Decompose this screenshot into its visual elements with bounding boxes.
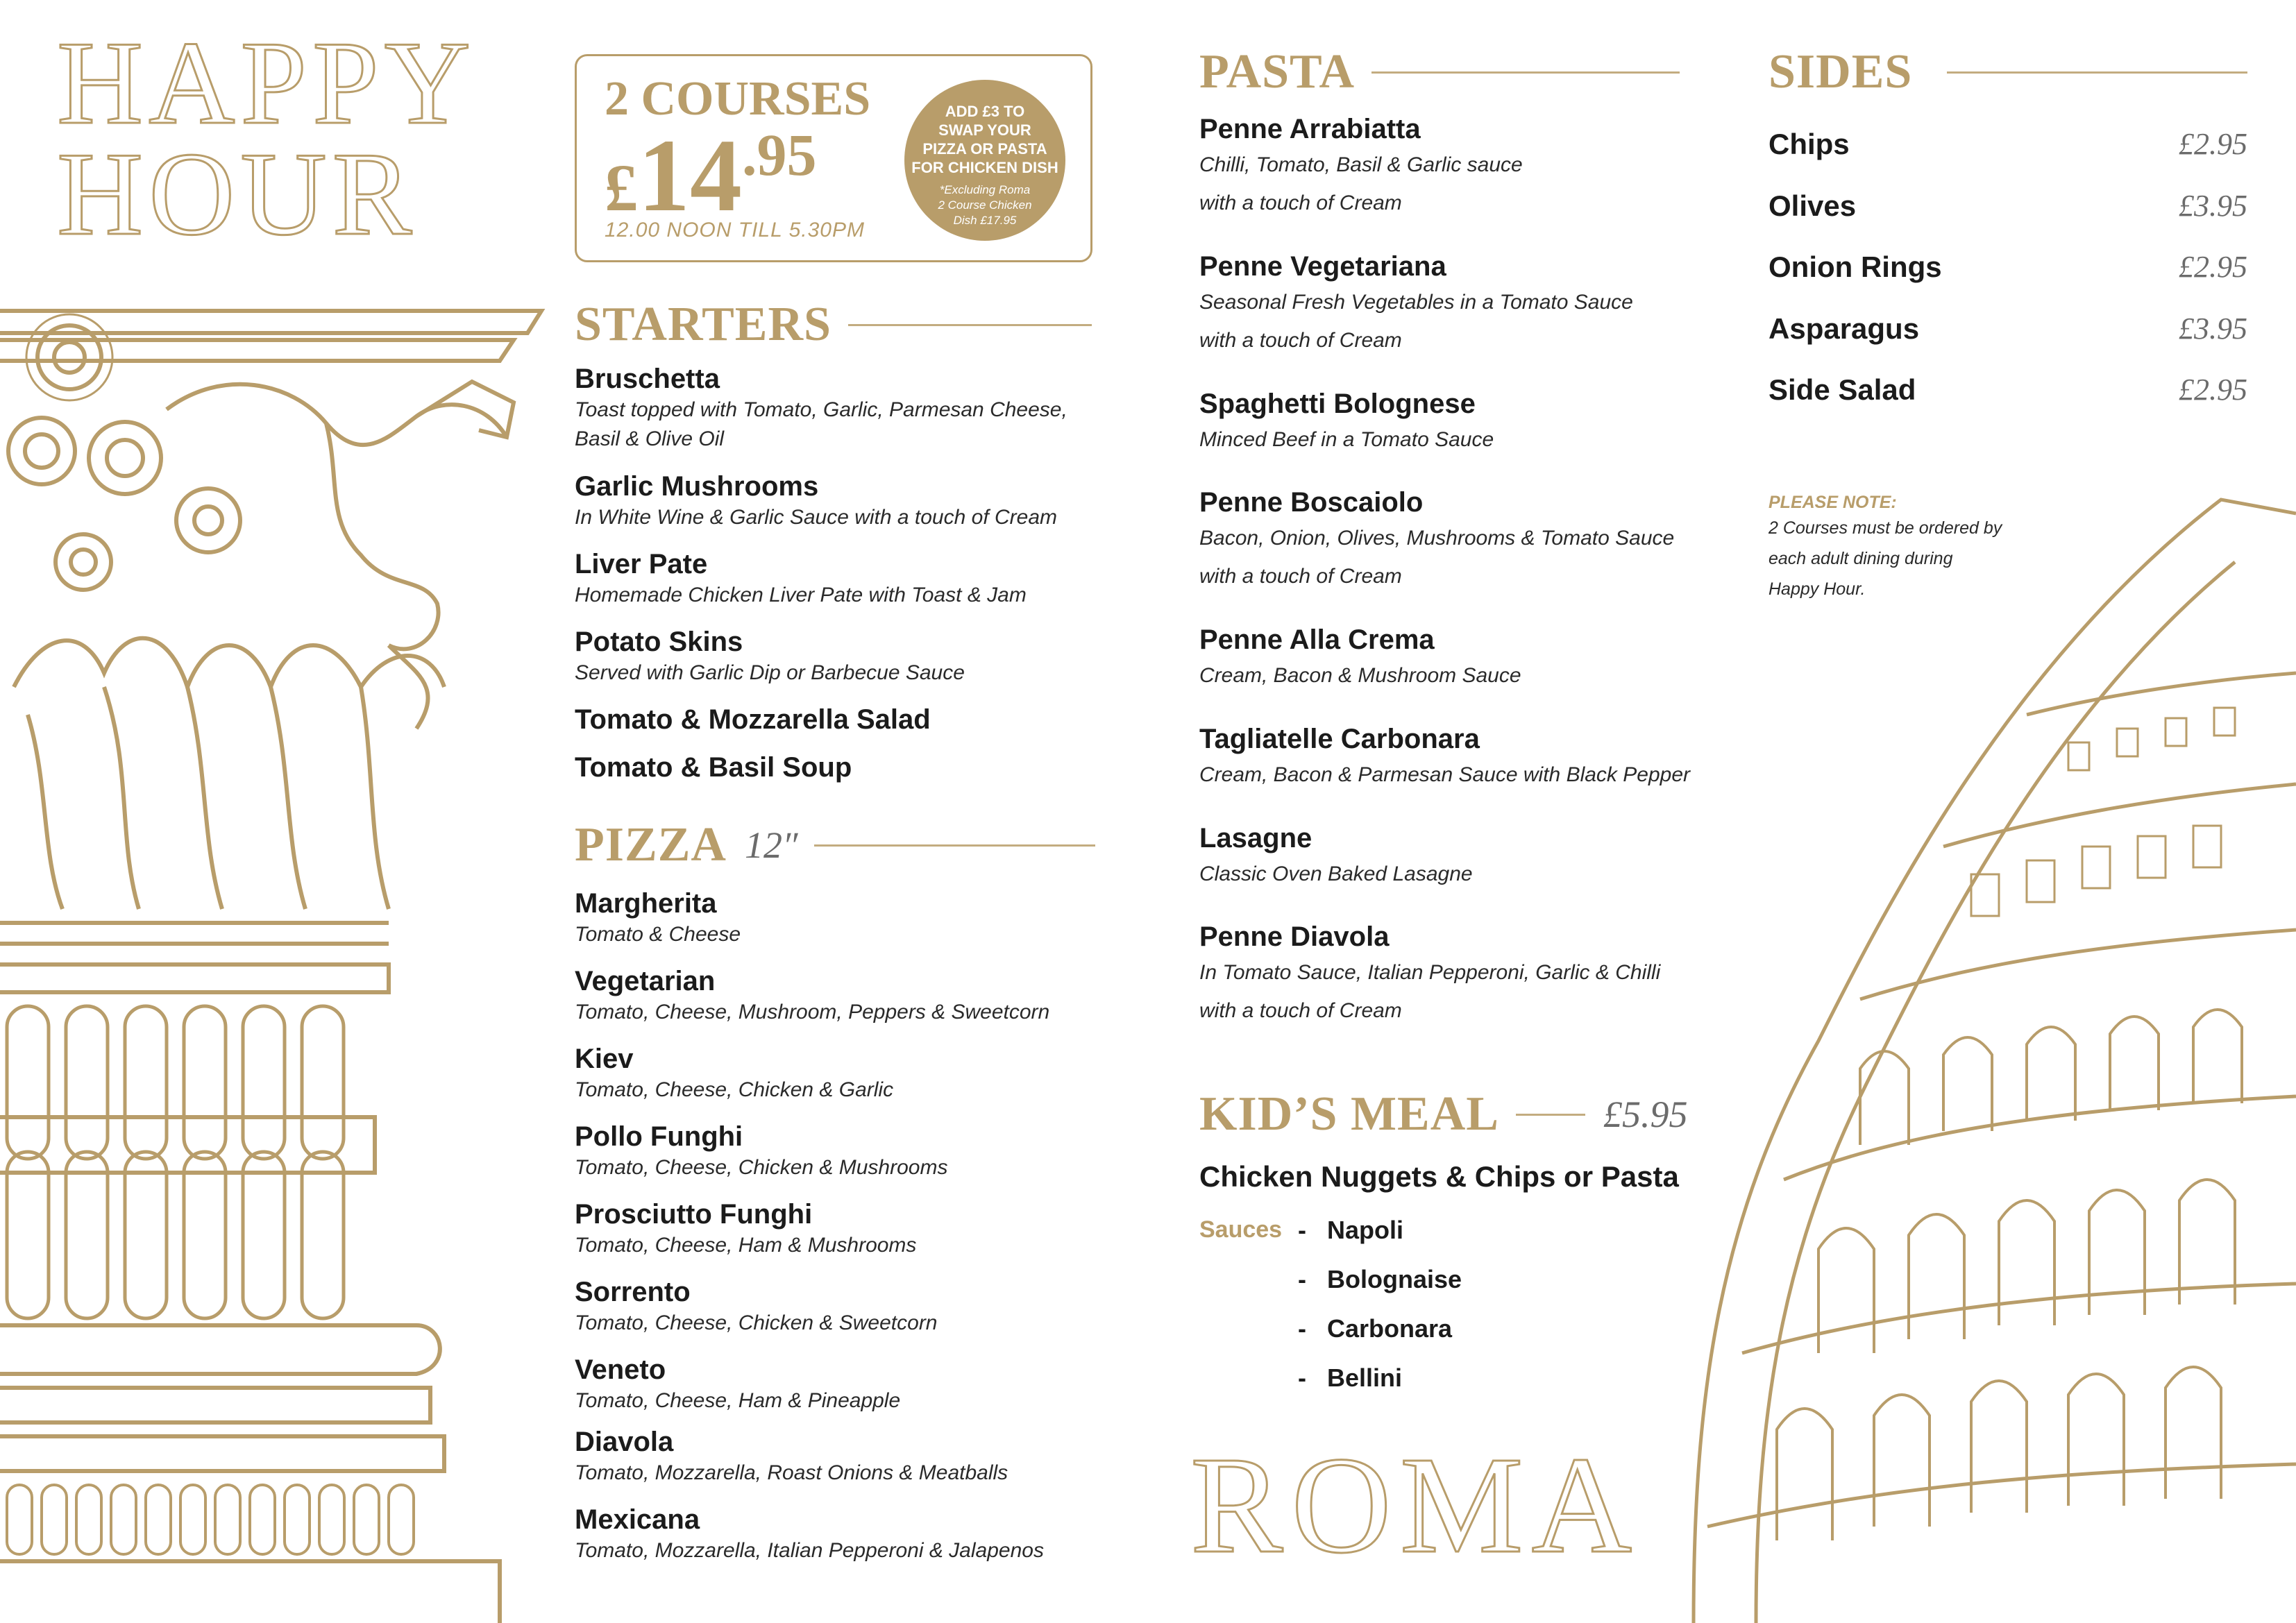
item-desc: Bacon, Onion, Olives, Mushrooms & Tomato Sauce (1199, 527, 1675, 550)
menu-item (575, 1120, 947, 1182)
deal-time: 12.00 NOON TILL 5.30PM (605, 219, 865, 241)
menu-item (575, 965, 1049, 1027)
side-price: £3.95 (2179, 312, 2247, 346)
item-desc: Tomato, Cheese, Mushroom, Peppers & Sweetcorn (575, 1001, 1050, 1023)
item-name: Penne Vegetariana (1199, 251, 1446, 282)
item-name: Tagliatelle Carbonara (1199, 724, 1480, 754)
item-name: Sorrento (575, 1277, 691, 1307)
item-desc: In White Wine & Garlic Sauce with a touch of Cream (575, 506, 1058, 529)
menu-item (1199, 920, 1660, 1030)
side-item (1769, 372, 2247, 407)
starters-header (575, 297, 1092, 352)
item-name: Tomato & Mozzarella Salad (575, 704, 931, 735)
kids-price: £5.95 (1603, 1094, 1688, 1135)
item-name: Diavola (575, 1427, 674, 1457)
item-name: Tomato & Basil Soup (575, 752, 852, 783)
deal-price (605, 116, 817, 235)
item-desc: Chilli, Tomato, Basil & Garlic sauce (1199, 153, 1523, 176)
side-item (1769, 188, 2247, 223)
happy-hour-deal-box (575, 54, 1092, 262)
menu-item (575, 1353, 900, 1416)
sauces-label: Sauces (1199, 1216, 1283, 1243)
colosseum-illustration (1680, 486, 2296, 1623)
menu-item (1199, 623, 1521, 695)
item-desc: Tomato, Cheese, Chicken & Garlic (575, 1078, 894, 1101)
sauce-name: Carbonara (1327, 1314, 1453, 1343)
item-desc: Tomato, Cheese, Ham & Pineapple (575, 1389, 901, 1412)
item-name: Liver Pate (575, 549, 708, 579)
item-name: Kiev (575, 1044, 634, 1074)
side-name: Chips (1769, 128, 1850, 160)
kids-header (1199, 1087, 1688, 1142)
item-name: Mexicana (575, 1504, 700, 1535)
deal-price-pence: .95 (742, 121, 817, 188)
sides-heading: SIDES (1769, 45, 1913, 99)
item-name: Penne Arrabiatta (1199, 114, 1421, 144)
roma-logo-text: ROMA (1190, 1429, 1641, 1582)
note-title: PLEASE NOTE: (1769, 493, 1897, 512)
item-name: Garlic Mushrooms (575, 471, 819, 502)
item-name: Veneto (575, 1354, 666, 1385)
side-item (1769, 126, 2247, 162)
starters-heading: STARTERS (575, 298, 832, 351)
side-price: £2.95 (2179, 373, 2247, 407)
sauce-name: Napoli (1327, 1216, 1404, 1244)
sauce-name: Bolognaise (1327, 1265, 1462, 1293)
divider-line (1516, 1114, 1585, 1116)
swap-note-line: Dish £17.95 (953, 214, 1017, 227)
title-line-2: HOUR (57, 128, 418, 260)
item-desc: with a touch of Cream (1199, 999, 1402, 1022)
menu-item (575, 751, 852, 784)
deal-price-main: 14 (638, 118, 742, 233)
happy-hour-title (57, 17, 476, 260)
item-desc: Tomato, Cheese, Chicken & Sweetcorn (575, 1311, 938, 1334)
menu-item (575, 625, 965, 688)
item-desc: In Tomato Sauce, Italian Pepperoni, Garlic & Chilli (1199, 961, 1661, 984)
menu-item (1199, 387, 1494, 459)
pasta-header (1199, 44, 1680, 100)
pasta-heading: PASTA (1199, 45, 1356, 99)
note-line: each adult dining during (1769, 549, 1953, 568)
menu-item (575, 547, 1027, 610)
divider-line (814, 844, 1095, 847)
sauce-item: - Carbonara (1298, 1314, 1453, 1343)
item-name: Vegetarian (575, 966, 716, 996)
item-name: Bruschetta (575, 364, 720, 394)
swap-badge (904, 80, 1065, 241)
item-name: Lasagne (1199, 823, 1312, 853)
menu-item (1199, 722, 1690, 794)
side-name: Olives (1769, 189, 1857, 222)
menu-item (575, 1425, 1008, 1488)
menu-item (1199, 112, 1523, 222)
side-name: Asparagus (1769, 312, 1920, 345)
item-name: Penne Alla Crema (1199, 624, 1435, 655)
note-line: 2 Courses must be ordered by (1769, 518, 2002, 538)
item-desc: with a touch of Cream (1199, 565, 1402, 588)
pizza-size: 12″ (744, 824, 798, 866)
side-name: Onion Rings (1769, 250, 1942, 283)
item-name: Pollo Funghi (575, 1121, 743, 1152)
item-name: Penne Diavola (1199, 921, 1390, 952)
kids-item: Chicken Nuggets & Chips or Pasta (1199, 1160, 1679, 1193)
item-desc: Cream, Bacon & Mushroom Sauce (1199, 664, 1521, 687)
please-note (1769, 493, 2018, 604)
divider-line (1371, 71, 1680, 74)
side-price: £2.95 (2179, 127, 2247, 161)
pizza-header (575, 817, 1095, 873)
sauce-item: - Napoli (1298, 1216, 1404, 1244)
item-desc: Served with Garlic Dip or Barbecue Sauce (575, 661, 965, 684)
menu-item (1199, 486, 1674, 595)
swap-note-line: *Excluding Roma (939, 183, 1031, 196)
item-desc: with a touch of Cream (1199, 192, 1402, 214)
pizza-heading: PIZZA (575, 818, 727, 872)
menu-item (575, 1042, 893, 1105)
title-line-1: HAPPY (57, 17, 476, 149)
item-desc: Classic Oven Baked Lasagne (1199, 863, 1473, 885)
swap-line: SWAP YOUR (938, 121, 1031, 139)
divider-line (848, 324, 1092, 326)
swap-note (904, 182, 1065, 228)
menu-item (575, 1503, 1044, 1565)
menu-item (575, 1275, 938, 1338)
item-desc: with a touch of Cream (1199, 329, 1402, 352)
item-name: Spaghetti Bolognese (1199, 389, 1476, 419)
sauce-name: Bellini (1327, 1363, 1403, 1392)
item-desc: Tomato, Mozzarella, Italian Pepperoni & Jalapenos (575, 1539, 1044, 1562)
sauce-item: - Bolognaise (1298, 1265, 1462, 1293)
item-name: Prosciutto Funghi (575, 1199, 813, 1230)
item-name: Margherita (575, 888, 717, 919)
item-desc: Toast topped with Tomato, Garlic, Parmesan Cheese, Basil & Olive Oil (575, 398, 1067, 450)
note-line: Happy Hour. (1769, 579, 1866, 599)
swap-line: PIZZA OR PASTA (922, 140, 1047, 158)
item-desc: Tomato, Cheese, Chicken & Mushrooms (575, 1156, 948, 1179)
item-desc: Tomato, Mozzarella, Roast Onions & Meatballs (575, 1461, 1008, 1484)
swap-line: ADD £3 TO (945, 103, 1025, 120)
kids-heading: KID’S MEAL (1199, 1087, 1499, 1141)
side-item (1769, 249, 2247, 284)
menu-item (1199, 250, 1633, 359)
item-name: Potato Skins (575, 627, 743, 657)
menu-item (575, 887, 741, 949)
item-desc: Cream, Bacon & Parmesan Sauce with Black Pepper (1199, 763, 1691, 786)
side-price: £2.95 (2179, 250, 2247, 284)
side-price: £3.95 (2179, 189, 2247, 223)
menu-item (575, 703, 931, 736)
menu-item (575, 1198, 916, 1260)
item-desc: Minced Beef in a Tomato Sauce (1199, 428, 1494, 451)
swap-line: FOR CHICKEN DISH (911, 159, 1058, 176)
deal-currency: £ (605, 151, 638, 225)
side-name: Side Salad (1769, 373, 1916, 406)
sides-header (1769, 44, 2247, 100)
side-item (1769, 311, 2247, 346)
item-desc: Tomato, Cheese, Ham & Mushrooms (575, 1234, 917, 1257)
deal-courses: 2 COURSES (605, 72, 871, 126)
menu-item (575, 362, 1102, 454)
corinthian-column-illustration (0, 298, 555, 1623)
menu-item (575, 470, 1057, 532)
item-desc: Seasonal Fresh Vegetables in a Tomato Sauce (1199, 291, 1633, 314)
swap-note-line: 2 Course Chicken (938, 198, 1032, 212)
divider-line (1947, 71, 2247, 74)
menu-item (1199, 822, 1473, 893)
sauce-item: - Bellini (1298, 1363, 1403, 1392)
item-name: Penne Boscaiolo (1199, 487, 1424, 518)
item-desc: Tomato & Cheese (575, 923, 741, 946)
item-desc: Homemade Chicken Liver Pate with Toast & Jam (575, 584, 1027, 606)
